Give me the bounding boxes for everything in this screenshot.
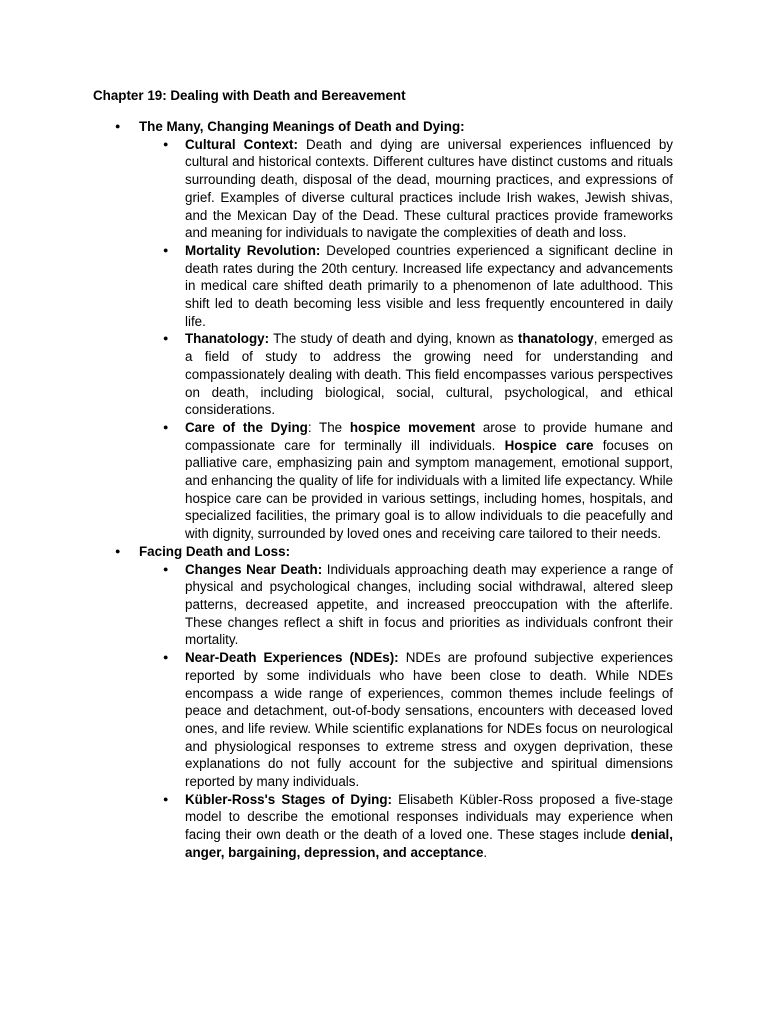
topic-term: Near-Death Experiences (NDEs):: [185, 650, 399, 666]
topic-changes-near-death: [185, 561, 673, 650]
topic-term: Kübler-Ross's Stages of Dying:: [185, 791, 392, 807]
topic-term: Thanatology:: [185, 331, 270, 347]
section-meanings-of-death: [139, 118, 679, 543]
section-heading: ● Facing Death and Loss:: [139, 543, 291, 559]
topic-text: , emerged as a field of study to address the growing need for understanding and compassionately dealing with death. This field encompasses various perspectives on death, including biological, social, cultural, psychological, and ethical considerations.: [185, 331, 674, 418]
topic-cultural-context: [185, 136, 673, 242]
topic-text: NDEs are profound subjective experiences reported by some individuals who have been close to death. While NDEs encompass a wide range of experiences, common themes include feelings of peace and detachment, out-of-body sensations, encounters with deceased loved ones, and life review. While scientific explanations for NDEs focus on neurological and physiological responses to extreme stress and oxygen deprivation, these explanations do not fully account for the subjective and spiritual dimensions reported by many individuals.: [185, 650, 673, 790]
topic-text: Elisabeth Kübler-Ross proposed a five-stage model to describe the emotional responses individuals may experience when facing their own death or the death of a loved one. These stages include: [185, 791, 673, 843]
section-list: [139, 118, 679, 862]
topic-text: The study of death and dying, known as: [269, 331, 518, 347]
topic-text: Individuals approaching death may experience a range of physical and psychological changes, including social withdrawal, altered sleep patterns, decreased appetite, and increased preoccupation with the afterlife. These changes reflect a shift in focus and priorities as individuals confront their mortality.: [185, 561, 674, 648]
topic-text: focuses on palliative care, emphasizing pain and symptom management, emotional support, and enhancing the quality of life for individuals with a limited life expectancy. While hospice care can be provided in various settings, including homes, hospitals, and specialized facilities, the primary goal is to allow individuals to die peacefully and with dignity, surrounded by loved ones and receiving care tailored to their needs.: [185, 437, 673, 542]
topic-thanatology: [185, 330, 673, 419]
key-term: denial, anger, bargaining, depression, and acceptance: [185, 827, 673, 860]
key-term: hospice movement: [349, 419, 476, 435]
section-facing-death: [139, 543, 679, 862]
key-term: Hospice care: [504, 437, 594, 453]
topic-kubler-ross-stages: [185, 791, 673, 862]
topic-text: Death and dying are universal experiences influenced by cultural and historical contexts. Different cultures have distinct customs and rituals surrounding death, disposal of the dead, mourning practices, and expressions of grief. Examples of diverse cultural practices include Irish wakes, Jewish shivas, and the Mexican Day of the Dead. These cultural practices provide frameworks and meaning for individuals to navigate the complexities of death and loss.: [185, 136, 674, 241]
section-heading: ● The Many, Changing Meanings of Death and Dying:: [139, 119, 465, 134]
topic-term: Cultural Context:: [185, 136, 298, 152]
topic-list: [139, 136, 673, 543]
topic-term: Changes Near Death:: [185, 561, 323, 577]
topic-term: Care of the Dying: [185, 419, 308, 435]
topic-text: .: [483, 844, 488, 860]
topic-near-death-experiences: [185, 649, 673, 791]
chapter-title: Chapter 19: Dealing with Death and Bereavement: [93, 88, 406, 103]
topic-care-of-the-dying: [185, 419, 673, 543]
topic-text: : The: [307, 419, 350, 435]
topic-text: Developed countries experienced a significant decline in death rates during the 20th century. Increased life expectancy and advancements in medical care shifted death primarily to a phenomenon of late adulthood. This shift led to death becoming less visible and less frequently encountered in daily life.: [185, 242, 673, 329]
topic-list: [139, 561, 673, 862]
topic-text: arose to provide humane and compassionate care for terminally ill individuals.: [185, 419, 674, 453]
topic-term: Mortality Revolution:: [185, 242, 321, 258]
topic-mortality-revolution: [185, 242, 673, 331]
key-term: thanatology: [517, 331, 594, 347]
